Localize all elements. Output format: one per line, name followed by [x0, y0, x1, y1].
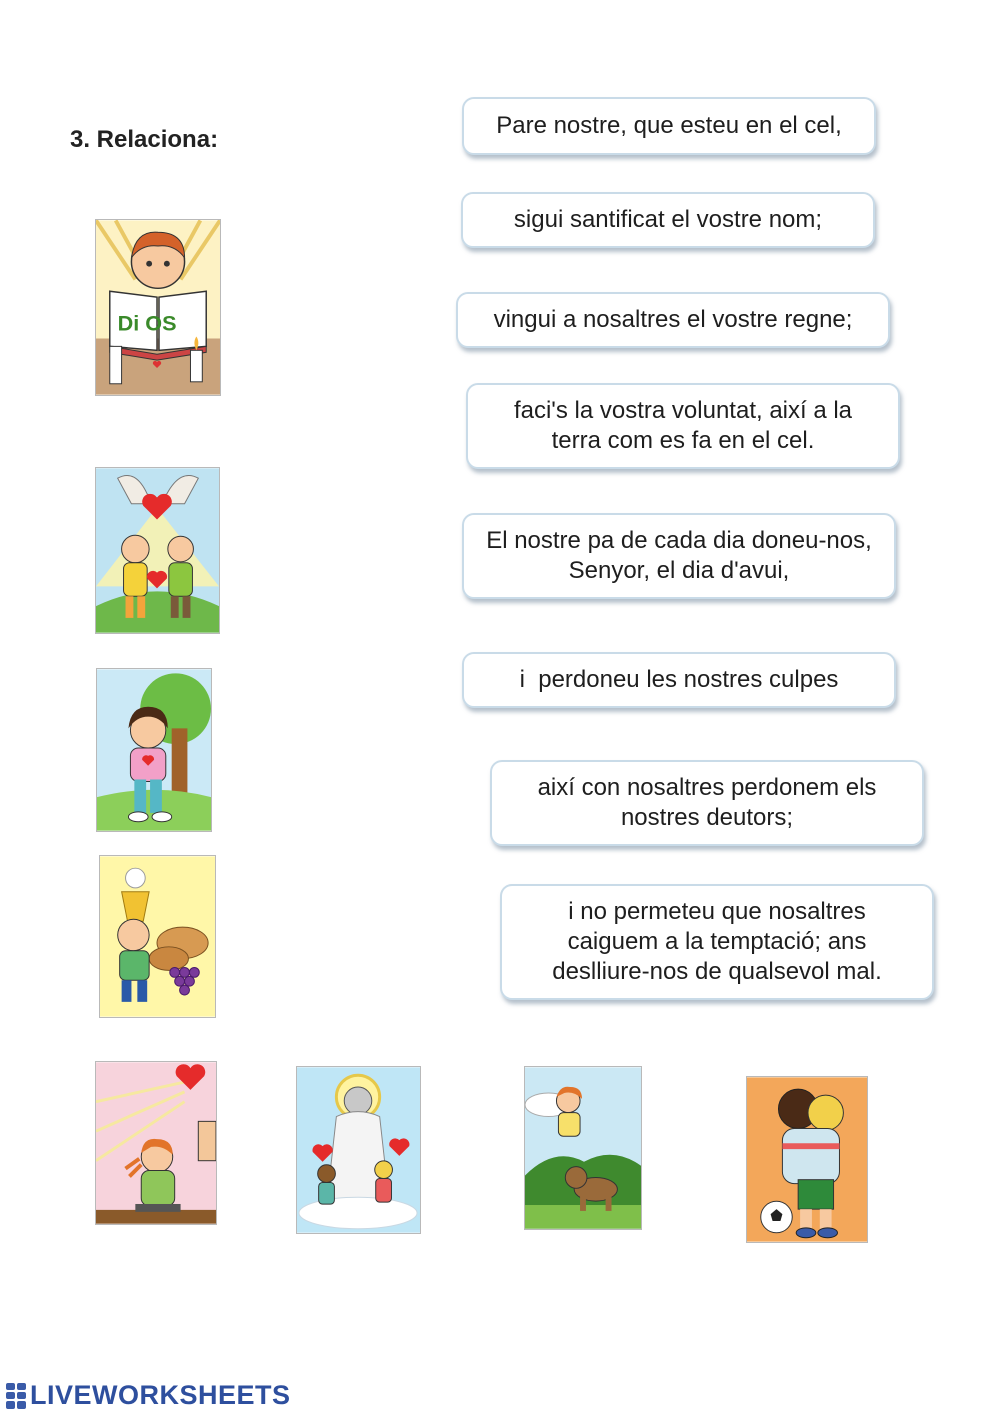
exercise-heading: 3. Relaciona: [70, 126, 219, 153]
girl-by-tree-illustration [97, 669, 211, 831]
bible-text: Di OS [117, 310, 177, 336]
children-love-illustration [96, 468, 219, 633]
jesus-with-children-illustration [297, 1067, 420, 1233]
phrase-box-1[interactable]: Pare nostre, que esteu en el cel, [462, 97, 876, 155]
liveworksheets-logo [6, 1380, 291, 1411]
liveworksheets-logo-icon [6, 1383, 26, 1409]
phrase-box-2[interactable]: sigui santificat el vostre nom; [461, 192, 875, 248]
phrase-box-8[interactable]: i no permeteu que nosaltres caiguem a la temptació; ans deslliure-nos de qualsevol mal. [500, 884, 934, 1000]
image-jesus-with-children[interactable] [296, 1066, 421, 1234]
footer-brand: LIVEWORKSHEETS [30, 1380, 291, 1410]
girl-praying-illustration [96, 1062, 216, 1224]
bread-and-grapes-illustration [100, 856, 215, 1017]
image-child-with-bible[interactable] [95, 219, 221, 396]
image-children-hugging[interactable] [746, 1076, 868, 1243]
image-children-love[interactable] [95, 467, 220, 634]
phrase-box-4[interactable]: faci's la vostra voluntat, així a la terra com es fa en el cel. [466, 383, 900, 469]
phrase-box-5[interactable]: El nostre pa de cada dia doneu-nos, Senyor, el dia d'avui, [462, 513, 896, 599]
child-with-bible-illustration [96, 220, 220, 395]
phrase-box-3[interactable]: vingui a nosaltres el vostre regne; [456, 292, 890, 348]
children-hugging-illustration [747, 1077, 867, 1242]
image-bread-and-grapes[interactable] [99, 855, 216, 1018]
image-girl-by-tree[interactable] [96, 668, 212, 832]
angel-and-dog-illustration [525, 1067, 641, 1229]
phrase-box-7[interactable]: així con nosaltres perdonem els nostres deutors; [490, 760, 924, 846]
phrase-box-6[interactable]: i perdoneu les nostres culpes [462, 652, 896, 708]
image-angel-and-dog[interactable] [524, 1066, 642, 1230]
image-girl-praying[interactable] [95, 1061, 217, 1225]
